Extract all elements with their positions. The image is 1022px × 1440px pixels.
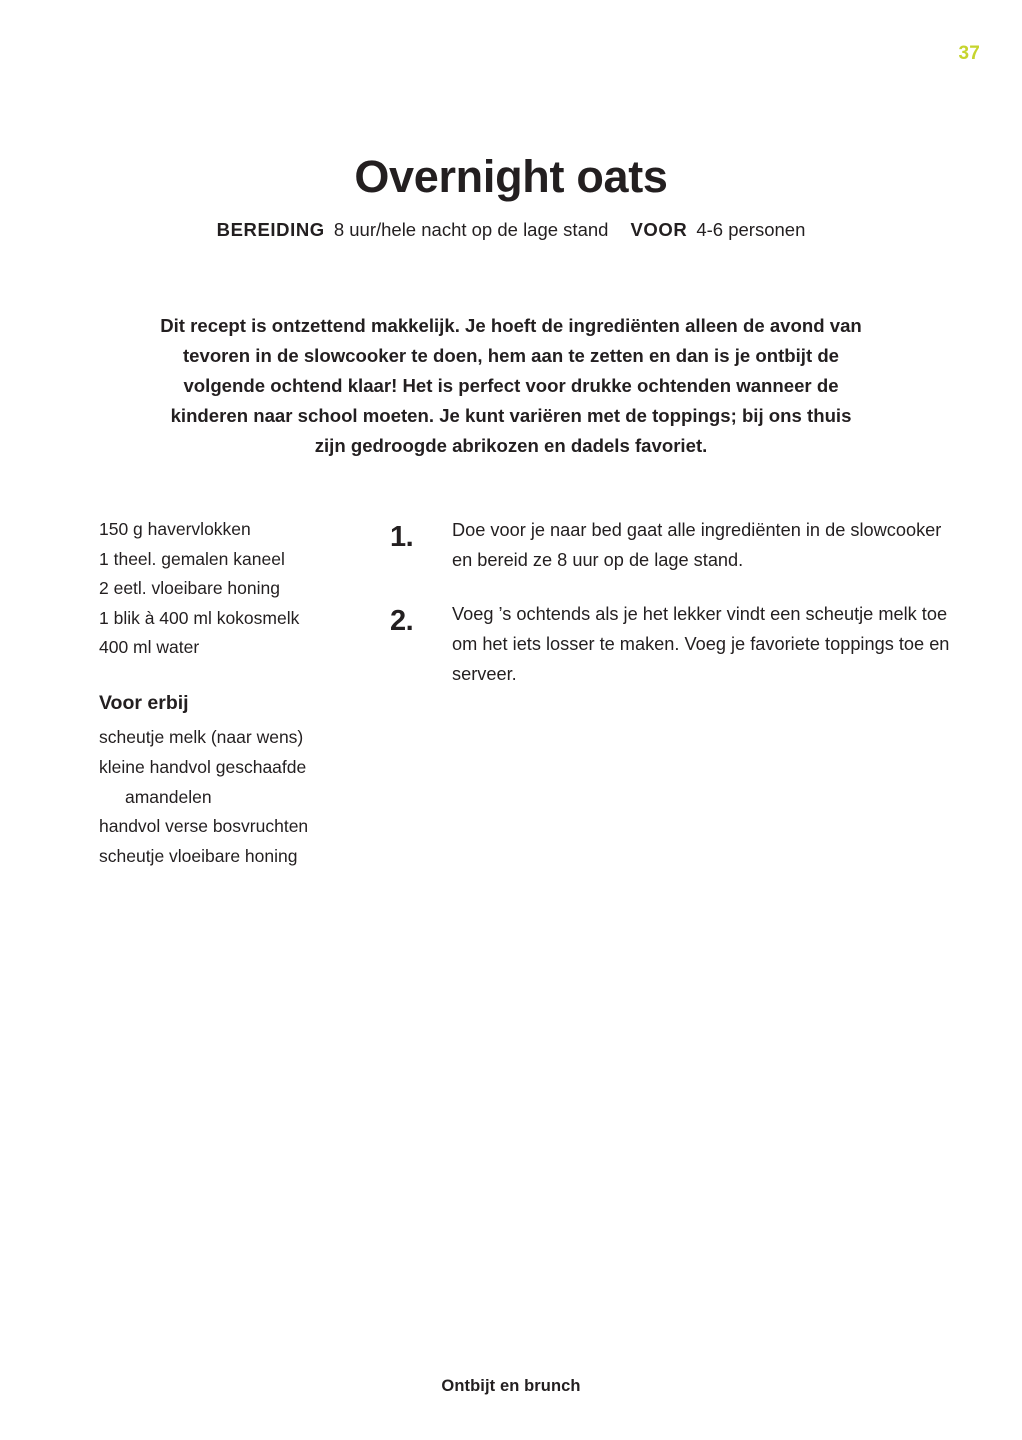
step-number: 2. [390, 605, 414, 637]
footer-chapter-label: Ontbijt en brunch [441, 1377, 581, 1395]
ingredient-item: 400 ml water [99, 637, 200, 658]
prep-time-value: 8 uur/hele nacht op de lage stand [333, 219, 609, 240]
ingredients-column [99, 515, 349, 871]
extras-item: scheutje vloeibare honing [99, 845, 298, 866]
steps-column [390, 515, 950, 713]
page-title: Overnight oats [354, 151, 668, 203]
recipe-body [0, 515, 1022, 935]
step-text: Doe voor je naar bed gaat alle ingrediënten in de slowcooker en bereid ze 8 uur op de lage stand. [452, 520, 942, 570]
ingredient-item: 2 eetl. vloeibare honing [99, 578, 280, 599]
ingredient-item: 1 blik à 400 ml kokosmelk [99, 607, 300, 628]
extras-list [99, 723, 349, 871]
ingredient-item: 1 theel. gemalen kaneel [99, 548, 285, 569]
recipe-step [390, 599, 950, 689]
page-number: 37 [958, 43, 980, 64]
extras-item: kleine handvol geschaafde [99, 756, 307, 777]
recipe-intro: Dit recept is ontzettend makkelijk. Je hoeft de ingrediënten alleen de avond van tevoren in de slowcooker te doen, hem aan te zetten en dan is je ontbijt de volgende ochtend klaar! Het is perfect voor drukke ochtenden wanneer de kinderen naar school moeten. Je kunt variëren met de toppings; bij ons thuis zijn gedroogde abrikozen en dadels favoriet. [160, 314, 862, 456]
step-number: 1. [390, 521, 414, 553]
prep-time-label: BEREIDING [216, 219, 325, 240]
step-text: Voeg ’s ochtends als je het lekker vindt een scheutje melk toe om het iets losser te maken. Voeg je favoriete toppings toe en serveer. [452, 604, 950, 684]
extras-item: handvol verse bosvruchten [99, 816, 309, 837]
recipe-step [390, 515, 950, 575]
extras-heading: Voor erbij [99, 691, 189, 714]
ingredient-item: 150 g havervlokken [99, 519, 251, 539]
recipe-meta [0, 218, 1022, 242]
extras-item: amandelen [125, 786, 212, 807]
servings-value: 4-6 personen [696, 219, 806, 240]
servings-label: VOOR [630, 219, 688, 240]
extras-item: scheutje melk (naar wens) [99, 727, 304, 748]
ingredient-list [99, 515, 349, 663]
